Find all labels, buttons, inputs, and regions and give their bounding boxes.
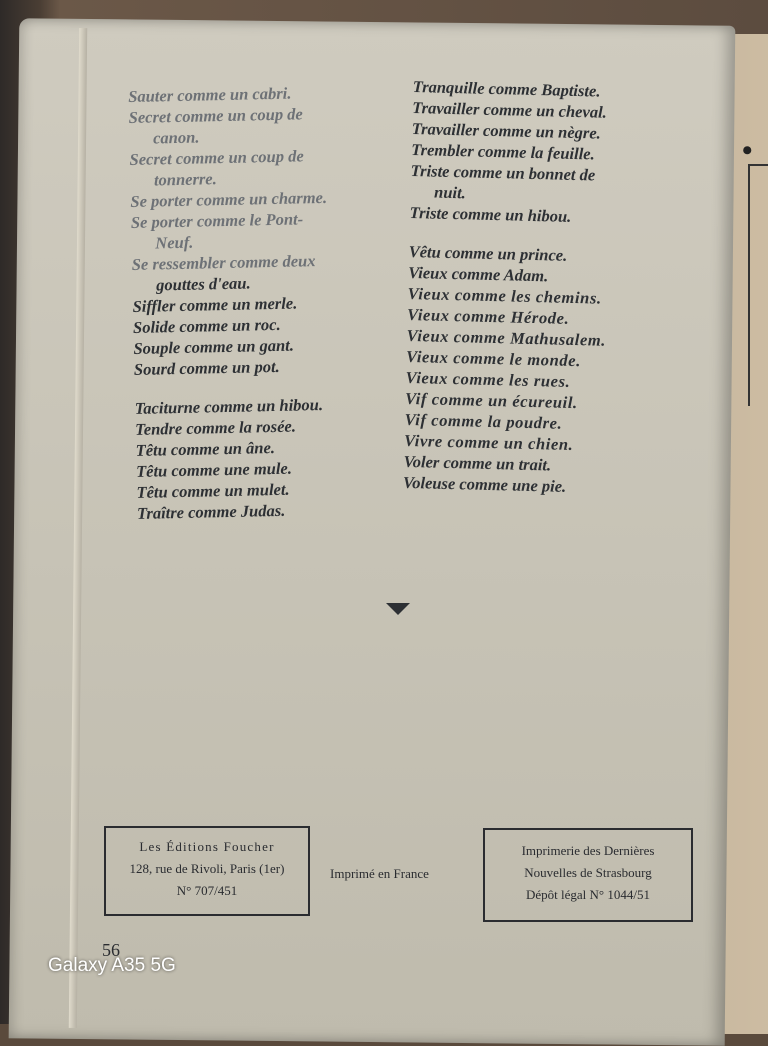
publisher-address: 128, rue de Rivoli, Paris (1er) [129, 861, 285, 876]
facing-page-bullet: • [742, 134, 753, 167]
camera-watermark: Galaxy A35 5G [48, 955, 176, 976]
text-line: Taciturne comme un hibou. [134, 394, 324, 418]
right-column [403, 76, 613, 498]
text-line: Trembler comme la feuille. [410, 139, 595, 164]
text-line: Vieux comme Adam. [407, 262, 549, 286]
text-line: Tranquille comme Baptiste. [412, 76, 601, 101]
text-line: tonnerre. [153, 169, 217, 190]
left-column [128, 82, 334, 524]
text-line: Vêtu comme un prince. [408, 241, 568, 265]
text-line: Triste comme un hibou. [409, 202, 572, 226]
text-line: Vieux comme Hérode. [406, 304, 570, 328]
text-line: Sauter comme un cabri. [128, 83, 292, 106]
printer-box [483, 828, 693, 922]
text-line: nuit. [433, 182, 467, 203]
publisher-name: Les Éditions Foucher [139, 839, 275, 854]
text-line: Souple comme un gant. [133, 335, 295, 358]
page-number: 56 [102, 940, 120, 960]
legal-deposit: Dépôt légal N° 1044/51 [526, 887, 650, 902]
text-line: Vieux comme les chemins. [407, 283, 602, 308]
text-line: Vieux comme le monde. [405, 346, 582, 371]
text-line: Secret comme un coup de [129, 146, 304, 169]
text-line: Se porter comme le Pont- [130, 209, 304, 232]
text-line: Vieux comme Mathusalem. [406, 325, 607, 350]
text-line: Voleuse comme une pie. [402, 472, 567, 496]
text-line: gouttes d'eau. [155, 273, 251, 295]
text-line: Voler comme un trait. [403, 451, 552, 475]
printer-city: Nouvelles de Strasbourg [524, 865, 652, 880]
ornament-triangle [386, 603, 410, 615]
text-line: Neuf. [155, 232, 194, 253]
text-line: Têtu comme un âne. [135, 438, 276, 460]
text-line: Vieux comme les rues. [405, 367, 571, 391]
text-line: Vif comme un écureuil. [404, 388, 579, 413]
text-line: Travailler comme un nègre. [411, 118, 602, 143]
text-line: Tendre comme la rosée. [134, 416, 297, 439]
text-line: Têtu comme une mule. [135, 458, 293, 481]
text-line: Siffler comme un merle. [132, 293, 298, 316]
text-line: Traître comme Judas. [136, 500, 286, 523]
text-line: Triste comme un bonnet de [410, 160, 596, 185]
text-line: Vivre comme un chien. [403, 430, 574, 455]
text-line: Se porter comme un charme. [130, 187, 328, 211]
text-line: Se ressembler comme deux [131, 251, 316, 274]
text-line: Secret comme un coup de [128, 104, 303, 127]
text-line: Vif comme la poudre. [404, 409, 563, 433]
text-line: canon. [152, 127, 200, 148]
text-line: Solide comme un roc. [132, 314, 281, 337]
text-line: Travailler comme un cheval. [411, 97, 608, 122]
publisher-number: N° 707/451 [176, 883, 238, 898]
publisher-box [104, 826, 310, 916]
facing-page-frame [748, 164, 768, 406]
text-line: Sourd comme un pot. [133, 356, 280, 379]
printed-in-label: Imprimé en France [330, 866, 429, 881]
printer-name: Imprimerie des Dernières [521, 843, 655, 858]
text-line: Têtu comme un mulet. [136, 479, 290, 502]
